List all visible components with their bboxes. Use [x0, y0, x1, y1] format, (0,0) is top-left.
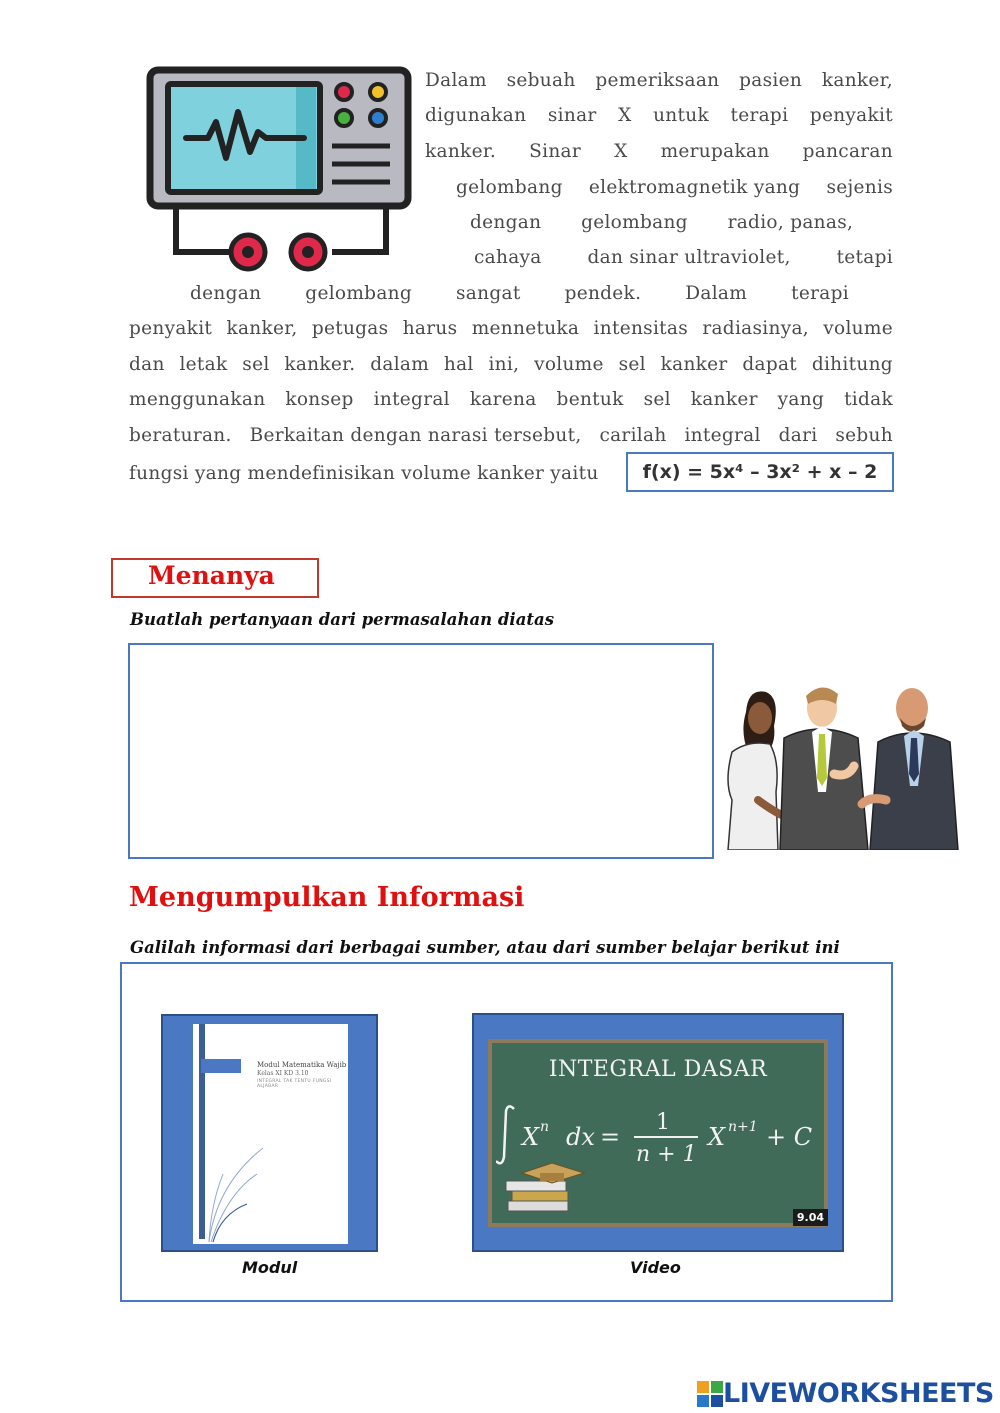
narrative-word: bentuk: [556, 389, 624, 410]
narrative-word: menggunakan: [129, 389, 266, 410]
narrative-word: penyakit: [129, 318, 213, 339]
narrative-word: merupakan: [660, 141, 770, 162]
narrative-word: harus: [402, 318, 458, 339]
narrative-word: Dalam: [685, 283, 748, 304]
narrative-word: radiasinya,: [702, 318, 809, 339]
narrative-word: pasien: [739, 70, 803, 91]
narrative-line: [425, 104, 893, 128]
narrative-word: untuk: [653, 105, 709, 126]
narrative-word: dari: [778, 425, 818, 446]
narrative-word: volume: [823, 318, 893, 339]
svg-text:X: X: [708, 1123, 726, 1151]
narrative-word: terapi: [791, 283, 849, 304]
narrative-word: integral: [684, 425, 761, 446]
modul-cover-swirl: [207, 1144, 267, 1244]
narrative-word: dihitung: [811, 354, 893, 375]
narrative-word: hal: [443, 354, 474, 375]
narrative-line: [425, 69, 893, 93]
video-link[interactable]: [472, 1013, 844, 1252]
svg-text:dx: dx: [566, 1123, 595, 1151]
narrative-word: kanker.: [425, 141, 497, 162]
narrative-word: terapi: [730, 105, 789, 126]
svg-text:+ C: + C: [766, 1123, 813, 1151]
video-duration-badge: 9.04: [793, 1209, 828, 1226]
narrative-word: Berkaitan dengan narasi tersebut,: [249, 425, 582, 446]
narrative-line: [474, 246, 893, 270]
narrative-word: cahaya: [474, 247, 542, 268]
modul-cover: [193, 1024, 348, 1244]
narrative-word: konsep: [285, 389, 354, 410]
liveworksheets-logo-text: LIVEWORKSHEETS: [723, 1378, 994, 1409]
narrative-word: letak: [179, 354, 228, 375]
narrative-line: [456, 176, 893, 200]
video-caption: Video: [630, 1258, 681, 1277]
narrative-line: [129, 388, 893, 412]
narrative-word: tidak: [844, 389, 893, 410]
menanya-title: Menanya: [148, 561, 275, 590]
narrative-line: [129, 317, 893, 341]
narrative-line: [425, 140, 893, 164]
modul-cover-bar: [199, 1024, 205, 1239]
chalkboard-title: INTEGRAL DASAR: [548, 1057, 768, 1082]
informasi-instruction: Galilah informasi dari berbagai sumber, atau dari sumber belajar berikut ini: [130, 938, 840, 957]
formula-text: f(x) = 5x⁴ – 3x² + x – 2: [642, 461, 878, 483]
narrative-word: kanker: [660, 354, 728, 375]
narrative-word: beraturan.: [129, 425, 232, 446]
narrative-word: petugas: [311, 318, 389, 339]
narrative-word: sel: [618, 354, 646, 375]
narrative-word: dan: [129, 354, 165, 375]
narrative-word: karena: [469, 389, 537, 410]
narrative-line: [190, 282, 893, 306]
narrative-word: Dalam: [425, 70, 487, 91]
svg-text:1: 1: [656, 1110, 670, 1135]
modul-cover-tag: [201, 1059, 241, 1073]
narrative-word: mennetuka: [471, 318, 580, 339]
narrative-word: dapat: [742, 354, 798, 375]
narrative-word: ini,: [488, 354, 520, 375]
svg-text:n: n: [540, 1119, 550, 1135]
liveworksheets-logo[interactable]: [697, 1378, 994, 1409]
svg-text:n + 1: n + 1: [636, 1142, 697, 1167]
narrative-word: integral: [373, 389, 450, 410]
narrative-word: radio, panas,: [727, 212, 854, 233]
narrative-line: [470, 211, 893, 235]
narrative-word: gelombang: [581, 212, 688, 233]
narrative-word: dan sinar ultraviolet,: [587, 247, 791, 268]
chalkboard: [488, 1039, 828, 1227]
formula-box: [626, 452, 894, 492]
narrative-word: sangat: [456, 283, 521, 304]
narrative-word: kanker,: [821, 70, 893, 91]
modul-cover-topic: INTEGRAL TAK TENTU FUNGSI ALJABAR: [257, 1079, 332, 1089]
svg-text:=: =: [600, 1123, 621, 1151]
question-answer-input[interactable]: [128, 643, 714, 859]
svg-text:X: X: [522, 1123, 540, 1151]
narrative-word: dalam: [370, 354, 430, 375]
narrative-word: carilah: [599, 425, 667, 446]
modul-cover-title: Modul Matematika Wajib: [257, 1061, 347, 1069]
narrative-line: [129, 424, 893, 448]
narrative-word: dengan: [190, 283, 262, 304]
menanya-instruction: Buatlah pertanyaan dari permasalahan diatas: [130, 610, 554, 629]
narrative-word: sejenis: [826, 177, 893, 198]
narrative-word: sel: [242, 354, 270, 375]
narrative-word: pendek.: [564, 283, 642, 304]
narrative-line: [129, 462, 625, 486]
modul-caption: Modul: [242, 1258, 298, 1277]
narrative-word: penyakit: [809, 105, 893, 126]
books-graduation-cap-icon: [502, 1161, 592, 1221]
medical-monitor-illustration: [146, 66, 414, 272]
narrative-word: kanker,: [226, 318, 298, 339]
modul-link[interactable]: [161, 1014, 378, 1252]
narrative-word: X: [618, 105, 632, 126]
narrative-word: fungsi yang mendefinisikan volume kanker yaitu: [129, 463, 599, 484]
narrative-word: pancaran: [802, 141, 893, 162]
narrative-word: kanker.: [284, 354, 356, 375]
narrative-word: yang: [777, 389, 825, 410]
narrative-word: Sinar: [529, 141, 582, 162]
narrative-word: sinar: [547, 105, 597, 126]
informasi-title: Mengumpulkan Informasi: [129, 882, 525, 913]
modul-cover-subtitle: Kelas XI KD 3.10: [257, 1070, 309, 1077]
liveworksheets-logo-icon: [697, 1381, 723, 1407]
narrative-word: gelombang: [305, 283, 413, 304]
people-discussion-illustration: [718, 682, 962, 850]
narrative-word: dengan: [470, 212, 542, 233]
narrative-word: gelombang: [456, 177, 563, 198]
narrative-word: pemeriksaan: [595, 70, 720, 91]
narrative-word: tetapi: [836, 247, 893, 268]
narrative-word: intensitas: [593, 318, 689, 339]
narrative-line: [129, 353, 893, 377]
narrative-word: volume: [534, 354, 604, 375]
narrative-word: kanker: [690, 389, 758, 410]
narrative-word: digunakan: [425, 105, 527, 126]
narrative-word: elektromagnetik yang: [588, 177, 801, 198]
narrative-word: sebuah: [506, 70, 576, 91]
narrative-word: X: [614, 141, 628, 162]
narrative-word: sebuh: [835, 425, 893, 446]
narrative-word: sel: [643, 389, 671, 410]
svg-text:n+1: n+1: [728, 1119, 758, 1135]
